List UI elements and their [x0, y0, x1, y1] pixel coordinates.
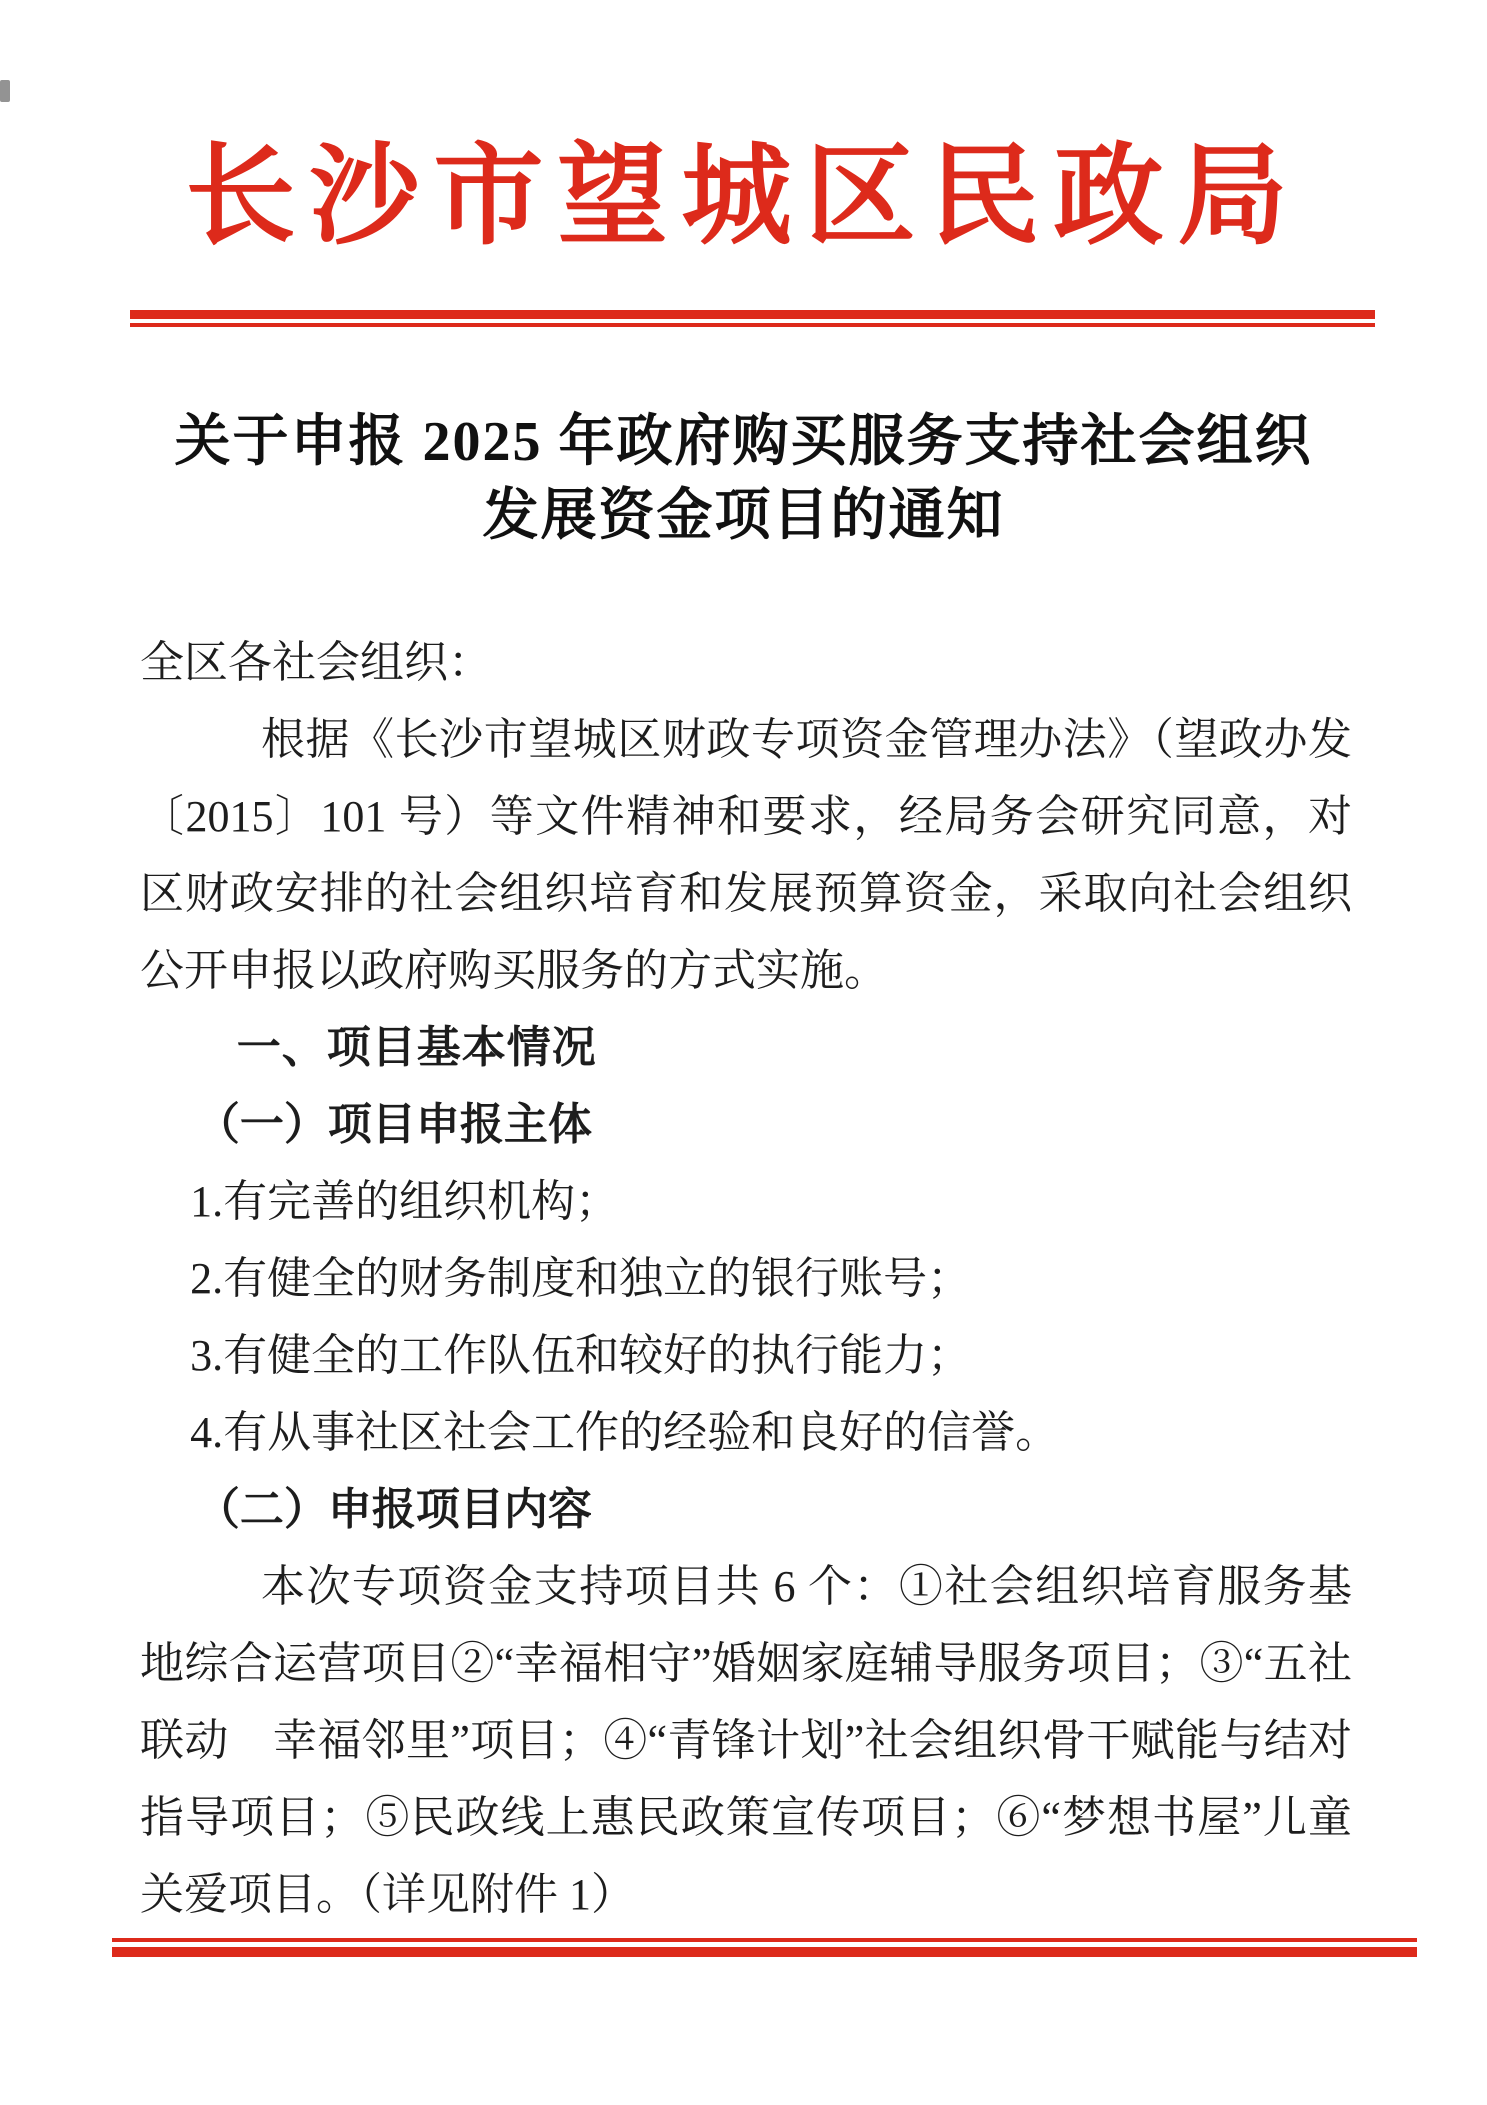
intro-paragraph: 根据《长沙市望城区财政专项资金管理办法》（望政办发〔2015〕101 号）等文件精神和要求，经局务会研究同意，对区财政安排的社会组织培育和发展预算资金，采取向社会组织公开申报以政府购买服务的方式实施。: [140, 715, 1352, 995]
section-1-heading: 一、项目基本情况: [236, 1023, 597, 1072]
requirement-item-3: 3.有健全的工作队伍和较好的执行能力；: [190, 1331, 972, 1380]
requirement-item-1: 1.有完善的组织机构；: [190, 1177, 620, 1226]
agency-masthead: 长沙市望城区民政局: [185, 136, 1302, 258]
red-rule-thin: [130, 323, 1375, 327]
document-title-line2: 发展资金项目的通知: [482, 485, 1005, 547]
red-rule-thick: [112, 1947, 1417, 1957]
requirement-item-2: 2.有健全的财务制度和独立的银行账号；: [190, 1254, 972, 1303]
salutation: 全区各社会组织：: [140, 638, 492, 687]
requirement-item-4: 4.有从事社区社会工作的经验和良好的信誉。: [190, 1408, 1060, 1457]
document-body: [140, 624, 1352, 1933]
red-rule-thick: [130, 310, 1375, 319]
red-separator-bottom: [112, 1938, 1417, 1957]
document-title-line1: 关于申报 2025 年政府购买服务支持社会组织: [174, 411, 1313, 473]
red-rule-thin: [112, 1938, 1417, 1942]
subsection-2-heading: （二）申报项目内容: [195, 1485, 592, 1534]
scan-artifact: [0, 80, 10, 102]
red-separator-top: [130, 310, 1375, 327]
subsection-1-heading: （一）项目申报主体: [195, 1100, 592, 1149]
projects-paragraph: 本次专项资金支持项目共 6 个：①社会组织培育服务基地综合运营项目②“幸福相守”婚姻家庭辅导服务项目；③“五社联动 幸福邻里”项目；④“青锋计划”社会组织骨干赋能与结对指导项目；⑤民政线上惠民政策宣传项目；⑥“梦想书屋”儿童关爱项目。（详见附件 1）: [140, 1562, 1352, 1919]
document-title: [80, 405, 1407, 553]
